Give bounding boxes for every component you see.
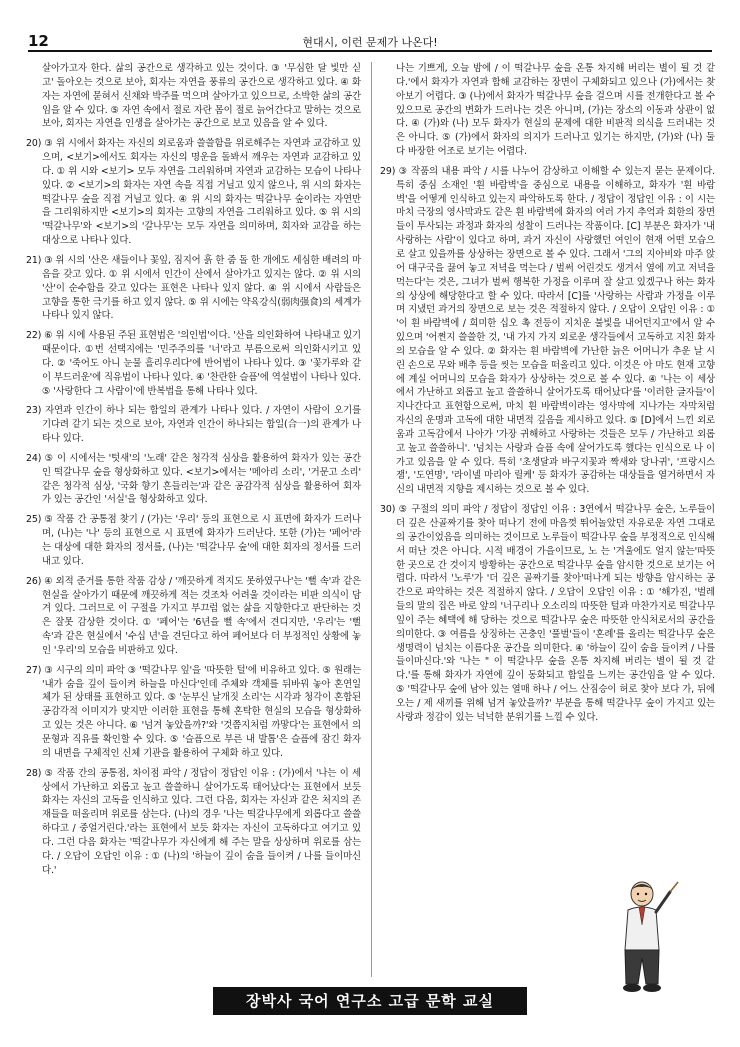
answer-item-28-continued: 나는 기쁘게, 오늘 밤에 / 이 떡갈나무 숲을 온통 차지해 버리는 별이 될 것 같다.'에서 화자가 자연과 합해 교감하는 장면이 구체화되고 있으나 (가)에서는 찾아보기 어렵다. ③ (나)에서 화자가 떡갈나무 숲을 걸으며 시를 전개한다고 볼 수 있으므로 공간의 변화가 드러나는 것은 아니며, (가)는 장소의 이동과 상관이 없다. ④ (가)와 (나) 모두 화자가 현실의 문제에 대한 비판적 의식을 드러내는 것은 아니다. ⑤ (가)에서 화자의 의지가 드러나고 있기는 하지만, (가)와 (나) 둘 다 바장한 어조로 보기는 어렵다. (396, 63, 715, 158)
teacher-illustration (612, 880, 682, 998)
running-title: 현대시, 이런 문제가 나온다! (302, 36, 438, 49)
answer-item-24: 24) ⑤ 이 시에서는 '텃새'의 '노래' 같은 청각적 심상을 활용하여 화자가 있는 공간인 떡갈나무 숲을 형상화하고 있다. <보기>에서는 '메아리 소리', '거문고 소리' 같은 청각적 심상, '국화 향기 흔들리는'과 같은 공감각적 심상을 활용하여 회자가 있는 공간인 '서실'을 형상화하고 있다. (26, 452, 361, 506)
footer-banner: 장박사 국어 연구소 고급 문학 교실 (213, 987, 527, 1015)
right-column (380, 62, 715, 967)
answer-item-28: 28) ⑤ 작품 간의 공통점, 차이점 파악 / 정답이 정답인 이유 : (가)에서 '나는 이 세상에서 가난하고 외롭고 높고 쓸쓸하니 살어가도록 태어났다'는 표현에서 보듯 화자는 자신의 고독을 인식하고 있다. 그런 다음, 회자는 자신과 같은 처지의 존재들을 떠올리며 위로를 삼는다. (나)의 경우 '나는 떡갈나무에게 외롭다고 쓸쓸하다고 / 중얼거린다.'라는 표현에서 보듯 화자는 자신이 고독하다고 여기고 있다. 그런 다음 화자는 '떡갈나무가 자신에게 해 주는 말을 상상하며 위로를 삼는다. / 오답이 오답인 이유 : ① (나)의 '하늘이 깊이 숨을 들이켜 / 나를 들이마신다.' (26, 767, 361, 876)
page-number: 12 (28, 32, 49, 50)
answer-item-19-continued: 살아가고자 한다. 삶의 공간으로 생각하고 있는 것이다. ③ '무심한 달 빛만 싣고' 돌아오는 것으로 보아, 회자는 자연을 풍류의 공간으로 생각하고 있다. ④ 화자는 자연에 묻혀서 신채와 박주를 먹으며 살아가고 있으므로, 소박한 삶의 공간임을 알 수 있다. ⑤ 자연 속에서 절로 자란 몸이 절로 늙어간다고 말하는 것으로 보아, 회자는 자연을 인생을 살아가는 공간으로 보고 있음을 알 수 있다. (42, 63, 361, 130)
header-rule (28, 50, 712, 52)
answer-item-20: 20) ③ 위 시에서 화자는 자신의 외로움과 쓸쓸함을 위로해주는 자연과 교감하고 있으며, <보기>에서도 회자는 자신의 명운을 돌봐서 깨우는 자연과 교감하고 있다. ① 위 시와 <보기> 모두 자연을 그리워하며 자연과 교감하는 모습이 나타나 있다. ② <보기>의 화자는 자연 속을 직접 거닐고 있지 않으나, 위 시의 화자는 떡갈나무 숲을 직접 거닐고 있다. ④ 위 시의 화자는 떡갈나무 숲이라는 자연만을 그리워하지만 <보기>의 회자는 고향의 자연을 그리워하고 있다. ⑤ 위 시의 '떡갈나무'와 <보기>의 '갈나무'는 모두 자연을 의미하며, 회자와 교감을 하는 대상으로 나타나 있다. (26, 138, 361, 247)
page-header (28, 30, 712, 50)
left-column (26, 62, 361, 977)
answer-item-29: 29) ③ 작품의 내용 파악 / 시를 나누어 감상하고 이해할 수 있는지 묻는 문제이다. 특히 중심 소재인 '흰 바람벽'을 중심으로 내용을 이해하고, 화자가 '흰 바람벽'을 어떻게 인식하고 있는지 파악하도록 한다. / 정답이 정답인 이유 : 이 시는 마치 극장의 영사막과도 같은 흰 바람벽에 화자의 여러 가지 추억과 회한의 장면들이 투사되는 과정과 화자의 성찰이 드러나는 작품이다. [C] 부분은 화자가 '내 사랑하는 사람'이 있다고 하며, 과거 자신이 사랑했던 여인이 현재 어떤 모습으로 살고 있을까를 상상하는 장면으로 볼 수 있다. 그래서 '그의 지아비와 마주 앉어 대구국을 끓여 놓고 저녁을 먹는다 / 벌써 어린것도 생겨서 옆에 끼고 저녁을 먹는다'는 것은, 그녀가 벌써 행복한 가정을 이루며 잘 살고 있겠구나 하는 화자의 상상에 해당한다고 할 수 있다. 따라서 [C]를 '사랑하는 사람과 가정을 이루며 지냈던 과거의 장면으로 보는 것은 적절하지 않다. / 오답이 오답인 이유 : ① '이 흰 바람벽에 / 희미한 십오 촉 전등이 지치운 불빛을 내어던지고'에서 알 수 있으며 '어쩐지 쓸쓸한 것, '내 가지 가지 외로운 생각들에서 고독하고 지친 화자의 모습을 알 수 있다. ② 화자는 흰 바람벽에 가난한 늙은 어머니가 추운 날 시린 손으로 무와 배추 등을 씻는 모습을 떠올리고 있다. 이것은 아 마도 현재 고향에 계실 어머니의 모습을 화자가 상상하는 것으로 볼 수 있다. ④ '나는 이 세상에서 가난하고 외롭고 높고 쓸쓸하니 살어가도록 태어났다'를 '이러한 글자들'이 지나간다고 표현함으로써, 마치 흰 바람벽이라는 영사막에 지나가는 자막처럼 자신의 운명과 고독에 대한 내면적 깊음을 제시하고 있다. ⑤ [D]에서 느낀 외로움과 고독감에서 나아가 '가장 귀해하고 사랑하는 것들은 모두 / 가난하고 외롭고 높고 쓸쓸하니'. '넘치는 사랑과 슬픔 속에 살어가도록 했다는 인식으로 나 이가고 있음을 알 수 있다. 특히 '초생달과 바구지꽃과 짝새와 당나귀', '프랑시스 잼', '도연명', '라이넬 마리아 릴케' 등 화자가 공감하는 대상들을 열거하면서 자신의 내면적 지향을 제시하는 것으로 볼 수 있다. (380, 165, 715, 496)
answer-item-27: 27) ③ 시구의 의미 파악 ③ '떡갈나무 잎'을 '따뜻한 털'에 비유하고 있다. ⑤ 원래는 '내가 숨을 깊이 들이켜 하늘을 마신다'인데 주체와 객체를 뒤바꿔 놓아 혼연일체가 된 상태를 표현하고 있다. ⑤ '눈부신 날개짓 소리'는 시각과 청각이 혼합된 공감각적 이미지가 맞지만 이러한 표현을 통해 혼탁한 현실의 모습을 형상화하고 있는 것은 아니다. ⑥ '넘겨 놓았을까?'와 '것쯤지처럼 까맣다'는 표현에서 의문형과 직유를 확인할 수 있다. ⑤ '슬픔으로 부른 내 발톱'은 슬픔에 잠긴 화자의 내면을 구체적인 신체 기관을 활용하여 구체화 하고 있다. (26, 664, 361, 759)
answer-item-25: 25) ⑤ 작품 간 공통점 찾기 / (가)는 '우리' 등의 표현으로 시 표면에 화자가 드러나며, (나)는 '나' 등의 표현으로 시 표면에 화자가 드러난다. 또한 (가)는 '페어'라는 대상에 대한 화자의 정서를, (나)는 '떡갈나무 숲'에 대한 회자의 정서를 드러내고 있다. (26, 514, 361, 567)
answer-item-23: 23) 자연과 인간이 하나 되는 합일의 관계가 나타나 있다. / 자연이 사람이 오기를 기다려 같기 되는 것으로 보아, 자연과 인간이 하나되는 합일(合一)의 관계가 나타나 있다. (26, 405, 361, 445)
answer-item-22: 22) ⑥ 위 시에 사용된 주된 표현법은 '의인법'이다. '산을 의인화하여 나타내고 있기 때문이다. ①번 선택지에는 '민주주의를 '너'라고 부름으로써 의인화시키고 있다. ② '죽어도 아니 눈물 흘리우리다'에 반어법이 나타나 있다. ③ '꽃가루와 같이 부드러운'에 직유법이 나타나 있다. ④ '찬란한 슬픔'에 역설법이 나타나 있다. ⑤ '사랑한다 그 사람이'에 반복법을 통해 나타나 있다. (26, 330, 361, 397)
answer-item-30: 30) ⑤ 구절의 의미 파악 / 정답이 정답인 이유 : 3연에서 떡갈나무 숲은, 노루들이 더 깊은 산골짜기를 찾아 떠나기 전에 마음껏 뛰어놀았던 자유로운 자연 그대로의 공간이었음을 의미하는 것이므로 노루들이 떡갈나무 숲을 부정적으로 인식해서 떠난 것은 아니다. 시적 배경이 가을이므로, 노 는 '겨울에도 얼지 않는'따뜻한 곳으로 간 것이지 방황하는 공간으로 떡갈나무 숲을 암시한 것으로 보기는 어렵다. 따라서 '노루'가 '더 깊은 골짜기를 찾아'떠나게 되는 방향을 암시하는 공간으로 파악하는 것은 적절하지 않다. / 오답이 오답인 이유 : ① '해가진, '벌레들의 말의 집은 바로 앞의 '너구리나 오소리의 따뜻한 털과 마찬가지로 떡갈나무 잎이 주는 혜택에 해 당하는 것으로 떡갈나무 숲은 따뜻한 안식처로서의 공간을 의미한다. ③ 여름을 상징하는 곤충인 '풀벌'들이 '혼례'를 올리는 떡갈나무 숲은 생명력이 넘치는 이름다운 공간을 의미한다. ④ '하늘이 깊이 숨을 들이켜 / 나를 들이마신다.'와 '나는 " 이 떡갈나무 숲을 온통 차지해 버리는 별이 될 것 같다.'를 통해 화자가 자연에 깊이 동화되고 합일을 느끼는 공간임을 알 수 있다. ⑤ '떡갈나무 숲에 남아 있는 열매 하나 / 어느 산짐승이 허로 찾아 보다 가, 뒤에 오는 / 제 새끼를 위해 넘겨 놓았을까?' 부분을 통해 떡갈나무 숲이 가지고 있는 사랑과 정감이 있는 넉넉한 분위기를 느낄 수 있다. (380, 504, 715, 723)
answer-item-26: 26) ④ 외적 준거를 통한 작품 감상 / '깨끗하게 적지도 못하였구나'는 '뻘 속'과 같은 현실을 살아가기 때문에 깨끗하게 적는 것조차 어려울 것이라는 비판 의식이 담겨 있다. 그러므로 이 구절을 가지고 부끄럼 없는 삶을 지향한다고 판단하는 것은 잘못 감상한 것이다. ① '페어'는 '6년을 뻘 속'에서 견디지만, '우리'는 '뻘 속'과 같은 현실에서 '수십 년'을 견딘다고 하여 페어보다 더 부정적인 상황에 놓인 '우리'의 모습을 비판하고 있다. (26, 575, 361, 656)
answer-item-21: 21) ③ 위 시의 '산은 새들이나 꽃잎, 짐지어 흙 한 줌 돌 한 개에도 세심한 배려의 마음을 갖고 있다. ① 위 시에서 인간이 산에서 살아가고 있지는 않다. ② 위 시의 '산'이 순수함을 갖고 있다는 표현은 나타나 있지 않다. ④ 위 시에서 사람들은 고향을 통한 극기를 하고 있지 않다. ⑤ 위 시에는 약육강식(弱肉强食)의 세계가 나타나 있지 않다. (26, 254, 361, 322)
column-divider (371, 62, 372, 977)
